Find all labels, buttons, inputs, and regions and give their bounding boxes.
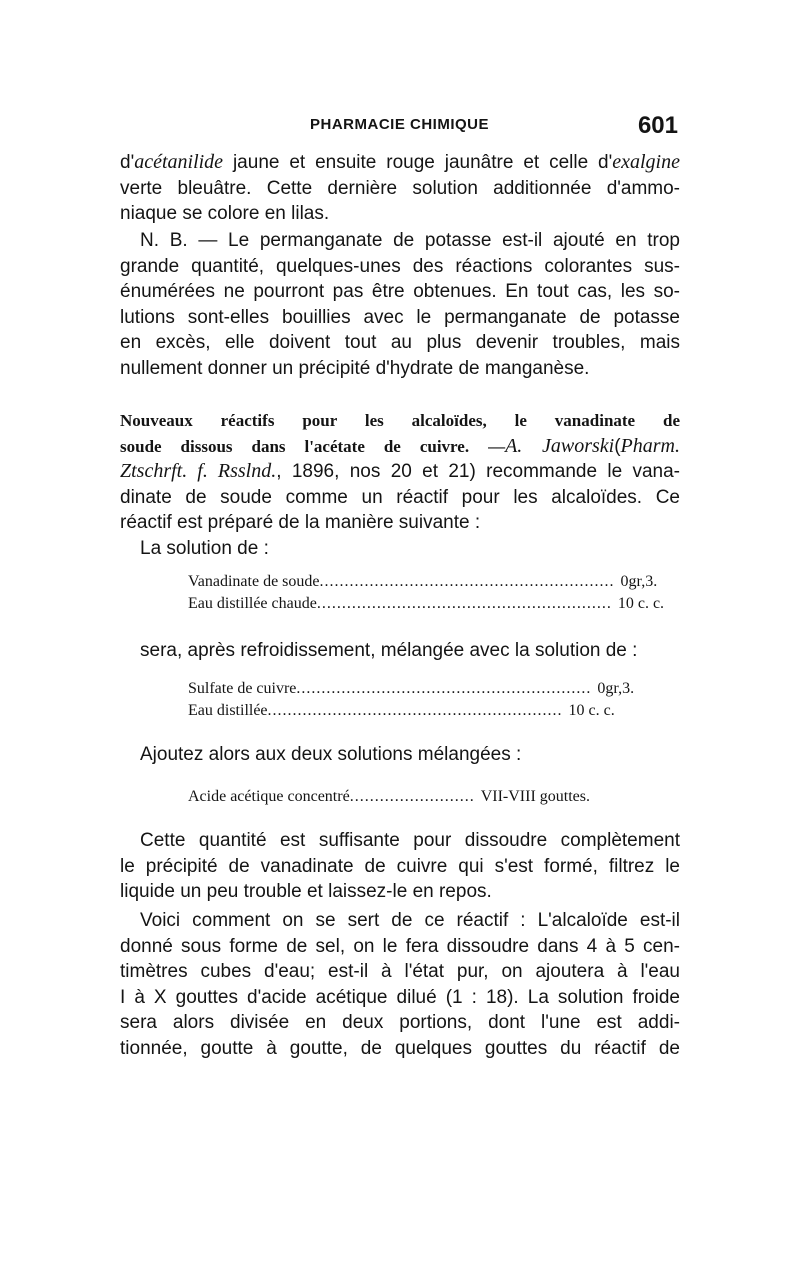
text-line: le précipité de vanadinate de cuivre qui s'est formé, filtrez le <box>120 855 680 877</box>
text-line: La solution de : <box>140 537 269 559</box>
text-line: dinate de soude comme un réactif pour les alcaloïdes. Ce <box>120 486 680 508</box>
nb-paragraph <box>120 228 680 381</box>
mix-instruction: sera, après refroidissement, mélangée avec la solution de : <box>140 640 638 661</box>
text-line: Ztschrft. f. Rsslnd., 1896, nos 20 et 21) recommande le vana- <box>120 460 680 482</box>
text-line: Cette quantité est suffisante pour dissoudre complètement <box>140 830 680 851</box>
recipe-row: Eau distillée chaude ........................................................... 10 c. c. <box>188 595 665 612</box>
text-line: liquide un peu trouble et laissez-le en repos. <box>120 881 492 902</box>
recipe-acid <box>188 788 618 810</box>
text-line: timètres cubes d'eau; est-il à l'état pur, on ajoutera à l'eau <box>120 961 680 982</box>
quantity-paragraph <box>120 828 680 905</box>
text-line: verte bleuâtre. Cette dernière solution additionnée d'ammo- <box>120 177 680 199</box>
usage-paragraph <box>120 908 680 1061</box>
add-instruction: Ajoutez alors aux deux solutions mélangées : <box>140 744 522 765</box>
recipe-row: Acide acétique concentré ......................... VII-VIII gouttes. <box>188 788 590 805</box>
journal: Ztschrft. f. Rsslnd. <box>120 460 277 482</box>
text-line: soude dissous dans l'acétate de cuivre. —A. Jaworski(Pharm. <box>120 434 680 457</box>
article-paragraph <box>120 408 680 561</box>
text-line: N. B. — Le permanganate de potasse est-il ajouté en trop <box>140 230 680 251</box>
text-line: I à X gouttes d'acide acétique dilué (1 : 18). La solution froide <box>120 986 680 1008</box>
recipe-solution-1 <box>188 573 665 617</box>
text-line: Voici comment on se sert de ce réactif : L'alcaloïde est-il <box>140 910 680 931</box>
author: A. Jaworski <box>505 434 615 457</box>
text-line: donné sous forme de sel, on le fera dissoudre dans 4 à 5 cen- <box>120 935 680 957</box>
intro-paragraph <box>120 150 680 227</box>
article-title: Nouveaux réactifs pour les alcaloïdes, le vanadinate de <box>120 411 680 430</box>
recipe-row: Vanadinate de soude ........................................................... 0gr,3. <box>188 573 658 590</box>
text-line: lutions sont-elles bouillies avec le permanganate de potasse <box>120 306 680 328</box>
page-header <box>120 112 680 146</box>
recipe-row: Sulfate de cuivre ........................................................... 0gr,3. <box>188 680 635 697</box>
text-line: d'acétanilide jaune et ensuite rouge jaunâtre et celle d'exalgine <box>120 151 680 173</box>
text-line: nullement donner un précipité d'hydrate de manganèse. <box>120 357 590 379</box>
text-line: énumérées ne pourront pas être obtenues. En tout cas, les so- <box>120 281 680 302</box>
text-line: sera alors divisée en deux portions, dont l'une est addi- <box>120 1012 680 1033</box>
text-line: en excès, elle doivent tout au plus devenir troubles, mais <box>120 332 680 353</box>
text-line: niaque se colore en lilas. <box>120 203 330 224</box>
recipe-solution-2 <box>188 680 635 724</box>
recipe-row: Eau distillée ........................................................... 10 c. c. <box>188 702 615 719</box>
text-line: grande quantité, quelques-unes des réactions colorantes sus- <box>120 255 680 277</box>
page-number: 601 <box>637 112 678 139</box>
running-title: PHARMACIE CHIMIQUE <box>310 116 490 133</box>
text-line: réactif est préparé de la manière suivante : <box>120 512 481 533</box>
text-line: tionnée, goutte à goutte, de quelques gouttes du réactif de <box>120 1037 680 1059</box>
